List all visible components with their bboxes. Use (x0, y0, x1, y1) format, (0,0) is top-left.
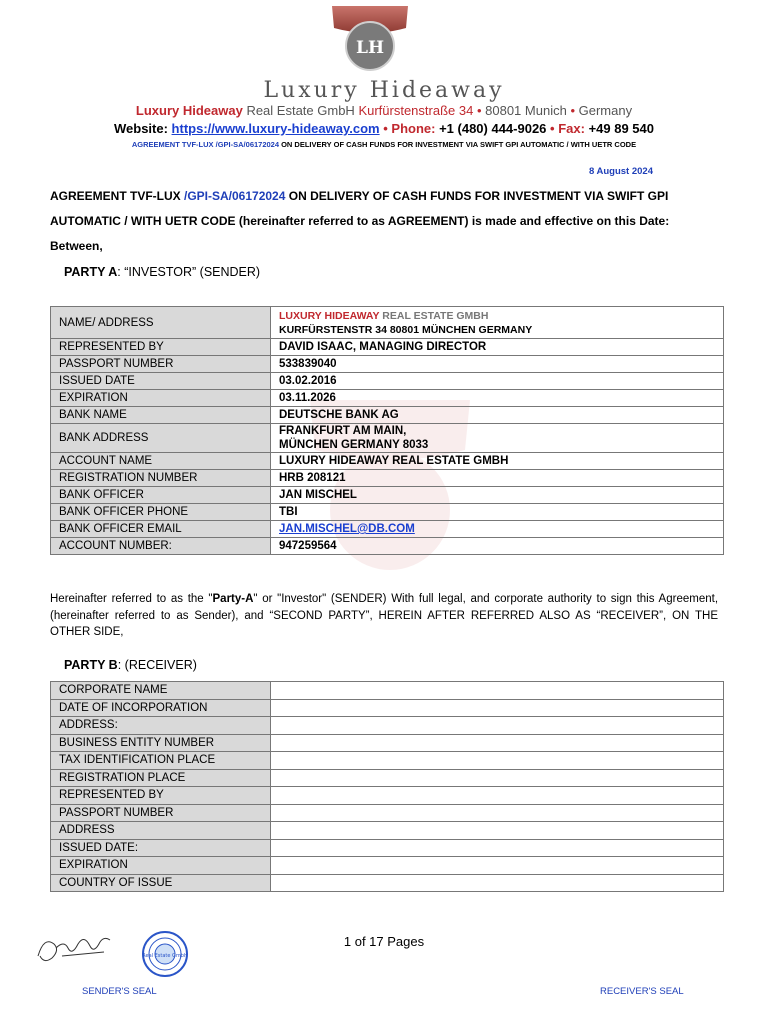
table-row (51, 504, 724, 521)
party-a-table (50, 306, 724, 555)
party-a-name-grey: REAL ESTATE GMBH (379, 309, 489, 322)
row-label: BANK NAME (51, 407, 271, 424)
row-value: DEUTSCHE BANK AG (271, 407, 724, 424)
city: 80801 Munich (485, 103, 567, 118)
bank-address-line1: FRANKFURT AM MAIN, (279, 425, 407, 437)
row-label: COUNTRY OF ISSUE (51, 874, 271, 892)
sender-seal-label: SENDER'S SEAL (82, 986, 157, 997)
table-row (51, 857, 724, 875)
table-row (51, 769, 724, 787)
phone-number: +1 (480) 444-9026 (435, 121, 551, 136)
empty-value-field[interactable] (271, 839, 724, 857)
table-row (51, 752, 724, 770)
para-text-2: " or "Investor" (SENDER) With full legal, and corporate authority to sign this Agreement, (hereinafter referred to as Sender), and “SECOND PARTY”, HEREIN AFTER REFERRED ALSO AS “RECEIVER”, ON THE OTHER SIDE, (50, 593, 719, 638)
empty-value-field[interactable] (271, 804, 724, 822)
row-label: BANK OFFICER PHONE (51, 504, 271, 521)
table-row (51, 390, 724, 407)
street: Kurfürstenstraße 34 (358, 103, 474, 118)
stamp-text: Real Estate GmbH (142, 953, 188, 959)
party-b-label: PARTY B (64, 658, 118, 672)
party-a-paragraph (50, 591, 718, 641)
logo-initials: LH (355, 38, 385, 58)
party-b-desc: : (RECEIVER) (117, 658, 197, 672)
row-label: ACCOUNT NAME (51, 453, 271, 470)
party-a-heading (64, 265, 260, 279)
row-label: ADDRESS (51, 822, 271, 840)
row-label: BANK OFFICER (51, 487, 271, 504)
table-row (51, 521, 724, 538)
party-b-heading (64, 658, 197, 672)
page-count: 1 of 17 Pages (343, 934, 425, 949)
row-label: BANK ADDRESS (51, 424, 271, 453)
agreement-subtitle (0, 140, 768, 149)
intro-ref: /GPI-SA/06172024 (184, 189, 286, 203)
row-label: ACCOUNT NUMBER: (51, 538, 271, 555)
row-value: 03.11.2026 (271, 390, 724, 407)
party-a-label: PARTY A (64, 265, 118, 279)
para-text-1: Hereinafter referred to as the " (50, 593, 213, 605)
table-row (51, 734, 724, 752)
row-value: HRB 208121 (271, 470, 724, 487)
agreement-title-rest: ON DELIVERY OF CASH FUNDS FOR INVESTMENT VIA SWIFT GPI AUTOMATIC / WITH UETR CODE (279, 140, 637, 149)
table-row (51, 699, 724, 717)
row-label: CORPORATE NAME (51, 682, 271, 700)
empty-value-field[interactable] (271, 874, 724, 892)
row-label: PASSPORT NUMBER (51, 804, 271, 822)
table-row (51, 822, 724, 840)
party-a-desc: : “INVESTOR” (SENDER) (117, 265, 261, 279)
party-a-address: KURFÜRSTENSTR 34 80801 MÜNCHEN GERMANY (279, 323, 533, 336)
row-label: BANK OFFICER EMAIL (51, 521, 271, 538)
country: Germany (578, 103, 633, 118)
row-value: TBI (271, 504, 724, 521)
row-value: LUXURY HIDEAWAY REAL ESTATE GMBH (271, 453, 724, 470)
row-label: REPRESENTED BY (51, 339, 271, 356)
row-label: EXPIRATION (51, 857, 271, 875)
empty-value-field[interactable] (271, 822, 724, 840)
receiver-seal-label: RECEIVER'S SEAL (600, 986, 684, 997)
party-a-name-red: LUXURY HIDEAWAY (279, 309, 380, 322)
brand-name: Luxury Hideaway (263, 78, 505, 103)
company-name: Luxury Hideaway (135, 103, 243, 118)
row-label: NAME/ ADDRESS (51, 307, 271, 339)
row-value: 03.02.2016 (271, 373, 724, 390)
table-row (51, 682, 724, 700)
intro-between: Between, (50, 239, 103, 253)
empty-value-field[interactable] (271, 699, 724, 717)
company-logo (326, 2, 414, 72)
document-date: 8 August 2024 (588, 166, 653, 177)
empty-value-field[interactable] (271, 787, 724, 805)
table-row (51, 804, 724, 822)
intro-prefix: AGREEMENT TVF-LUX (50, 189, 184, 203)
bank-officer-email-link[interactable]: JAN.MISCHEL@DB.COM (279, 523, 415, 535)
party-b-table (50, 681, 724, 892)
para-party-a: Party-A (212, 593, 254, 605)
fax-label: Fax: (558, 121, 585, 136)
name-address-cell (271, 307, 724, 339)
table-row (51, 717, 724, 735)
row-label: REPRESENTED BY (51, 787, 271, 805)
row-value (271, 521, 724, 538)
row-label: EXPIRATION (51, 390, 271, 407)
website-link[interactable]: https://www.luxury-hideaway.com (171, 121, 380, 136)
row-value (271, 424, 724, 453)
row-label: REGISTRATION PLACE (51, 769, 271, 787)
bank-address-line2: MÜNCHEN GERMANY 8033 (279, 439, 429, 451)
contact-line: Website: https://www.luxury-hideaway.com • Phone: +1 (480) 444-9026 • Fax: +49 89 540 (113, 121, 654, 136)
agreement-ref: AGREEMENT TVF-LUX /GPI-SA/06172024 (131, 140, 280, 149)
intro-paragraph (50, 184, 720, 259)
empty-value-field[interactable] (271, 682, 724, 700)
empty-value-field[interactable] (271, 717, 724, 735)
row-label: ISSUED DATE: (51, 839, 271, 857)
row-value: 533839040 (271, 356, 724, 373)
row-value: JAN MISCHEL (271, 487, 724, 504)
table-row (51, 407, 724, 424)
row-value: DAVID ISAAC, MANAGING DIRECTOR (271, 339, 724, 356)
empty-value-field[interactable] (271, 734, 724, 752)
row-label: TAX IDENTIFICATION PLACE (51, 752, 271, 770)
company-name-rest: Real Estate GmbH (242, 103, 359, 118)
empty-value-field[interactable] (271, 857, 724, 875)
table-row (51, 787, 724, 805)
row-value: 947259564 (271, 538, 724, 555)
table-row (51, 874, 724, 892)
row-label: BUSINESS ENTITY NUMBER (51, 734, 271, 752)
company-address-line: Luxury Hideaway Real Estate GmbH Kurfürstenstraße 34 • 80801 Munich • Germany (135, 103, 633, 118)
fax-number: +49 89 540 (584, 121, 654, 136)
row-label: REGISTRATION NUMBER (51, 470, 271, 487)
table-row (51, 453, 724, 470)
row-label: DATE OF INCORPORATION (51, 699, 271, 717)
intro-text: ON DELIVERY OF CASH FUNDS FOR INVESTMENT VIA SWIFT GPI AUTOMATIC / WITH UETR CODE (hereinafter referred to as AGREEMENT) is made and effective on this Date: (50, 189, 670, 228)
row-label: ADDRESS: (51, 717, 271, 735)
website-label: Website: (113, 121, 172, 136)
empty-value-field[interactable] (271, 752, 724, 770)
table-row (51, 487, 724, 504)
empty-value-field[interactable] (271, 769, 724, 787)
row-label: PASSPORT NUMBER (51, 356, 271, 373)
table-row (51, 307, 724, 339)
table-row (51, 339, 724, 356)
phone-label: Phone: (391, 121, 436, 136)
table-row (51, 839, 724, 857)
table-row (51, 538, 724, 555)
table-row (51, 424, 724, 453)
table-row (51, 470, 724, 487)
table-row (51, 373, 724, 390)
row-label: ISSUED DATE (51, 373, 271, 390)
table-row (51, 356, 724, 373)
